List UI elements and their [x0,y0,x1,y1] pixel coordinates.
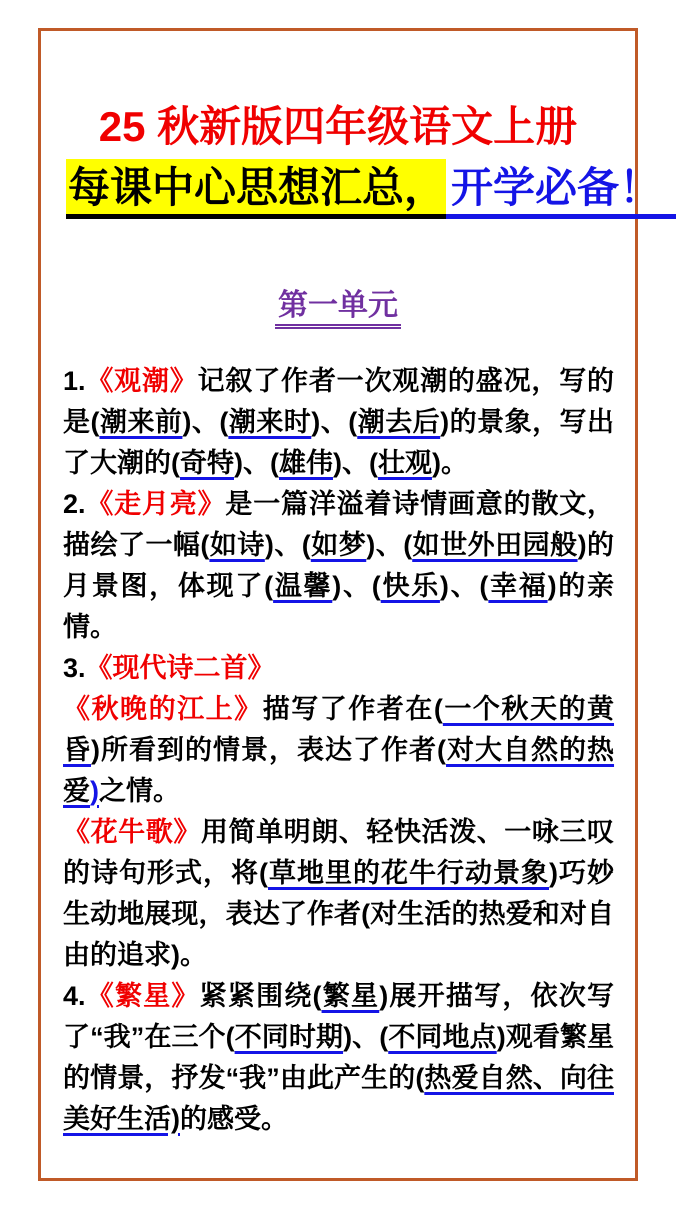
paragraph [63,812,614,976]
text-run: 用简单明朗、轻快活泼、一咏三叹的诗句形式，将( [63,817,615,888]
underlined-term: 草地里的花牛行动景象 [268,858,549,888]
text-run: )所看到的情景，表达了作者( [91,735,447,765]
underlined-term: 幸福 [488,571,548,601]
underlined-term: 热爱自然、向往美好生活) [63,1063,614,1134]
underlined-term: 如梦 [310,530,367,560]
text-run: )巧妙生动地展现，表达了作者(对生活的热爱和对自由的追求)。 [63,858,614,970]
underlined-paren: ) [90,776,99,806]
text-run: )的月景图，体现了( [63,530,615,601]
underlined-term: 奇特 [180,448,234,478]
paragraph [63,689,614,812]
underlined-term: 雄伟 [278,448,333,478]
underlined-term: 壮观 [377,448,432,478]
text-run: 描写了作者在( [262,694,443,724]
text-run: 是一篇洋溢着诗情画意的散文，描绘了一幅( [63,489,615,560]
book-title: 《秋晚的江上》 [63,694,263,724]
underlined-term: 温馨 [273,571,333,601]
subtitle-highlighted-text: 每课中心思想汇总， [66,159,446,219]
underlined-term: 快乐 [380,571,440,601]
text-run: 1. [63,366,86,396]
text-run: 的感受。 [180,1104,288,1134]
paragraph [63,484,614,648]
text-run: )的景象，写出了大潮的( [63,407,615,478]
content-body [63,361,614,1140]
paragraph [63,976,614,1140]
underlined-term: 繁星 [321,981,380,1011]
page-title: 25 秋新版四年级语文上册 [98,103,578,150]
underlined-term: 一个秋天的黄昏 [63,694,615,765]
text-run: 记叙了作者一次观潮的盛况，写的是( [63,366,615,437]
text-run: )观看繁星的情景，抒发“我”由此产生的( [63,1022,615,1093]
paragraph [63,648,614,689]
text-run: )、( [366,530,413,560]
text-run: )。 [431,448,468,478]
underlined-term: 潮来前 [99,407,183,437]
text-run: )、( [439,571,489,601]
text-run: )、( [343,1022,389,1052]
text-run: )、( [182,407,229,437]
section-heading [41,289,635,323]
underlined-term: 不同地点 [388,1022,497,1052]
book-title: 《观潮》 [85,366,198,396]
underlined-term: 如世外田园般 [412,530,578,560]
text-run: )、( [332,448,378,478]
text-run: )、( [332,571,381,601]
paragraph [63,361,614,484]
text-run: )、( [264,530,311,560]
underlined-term: 对大自然的热爱 [63,735,615,806]
text-run: 紧紧围绕( [199,981,322,1011]
text-run: 之情。 [99,776,180,806]
book-title: 《花牛歌》 [63,817,201,847]
book-title: 《走月亮》 [85,489,226,519]
text-run: )的亲情。 [63,571,615,642]
text-run: 3. [63,653,86,683]
underlined-term: 潮去后 [357,407,441,437]
page-subtitle [66,159,662,219]
text-run: )、( [311,407,358,437]
subtitle-accent-text: 开学必备！ [446,159,676,219]
text-run: 2. [63,489,86,519]
book-title: 《繁星》 [85,981,200,1011]
text-run: )、( [234,448,279,478]
book-title: 《现代诗二首》 [85,653,275,683]
underlined-term: 不同时期 [234,1022,344,1052]
underlined-term: 如诗 [209,530,265,560]
underlined-term: 潮来时 [228,407,312,437]
section-heading-text: 第一单元 [275,289,401,329]
text-run: )展开描写，依次写了“我”在三个( [63,981,614,1052]
text-run: 4. [63,981,86,1011]
page-border-frame [38,28,662,1181]
